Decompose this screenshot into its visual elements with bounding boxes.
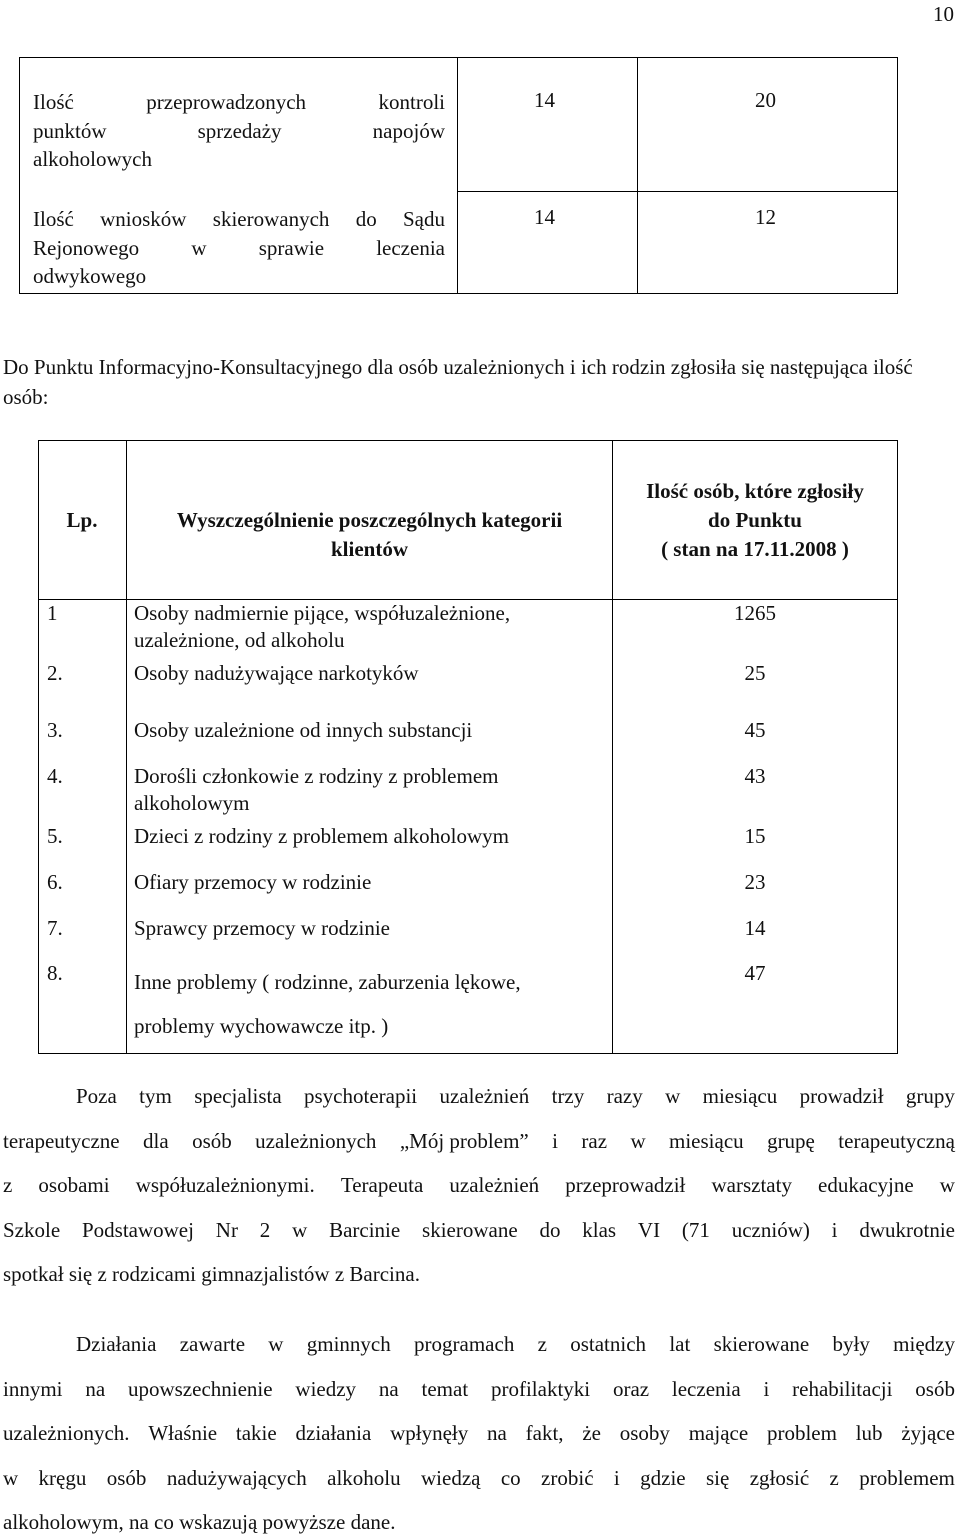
header-count-line: do Punktu xyxy=(708,508,802,532)
paragraph2-word: takie xyxy=(235,1421,277,1445)
table-border xyxy=(457,57,458,294)
paragraph2-word: zrobić xyxy=(541,1465,594,1490)
row-lp: 5. xyxy=(47,824,63,848)
paragraph2-word: co xyxy=(500,1465,521,1490)
row-category xyxy=(134,600,510,654)
paragraph2-word: problem xyxy=(766,1421,837,1445)
paragraph2-word: kręgu xyxy=(38,1465,87,1490)
paragraph1-line xyxy=(3,1129,955,1154)
paragraph2-word: rehabilitacji xyxy=(792,1376,893,1401)
paragraph2-word: innymi xyxy=(3,1376,63,1401)
paragraph2-word: gminnych xyxy=(306,1332,391,1356)
row-category-line: Dorośli członkowie z rodziny z problemem xyxy=(134,764,499,788)
table-border xyxy=(19,57,20,294)
paragraph2-word: alkoholu xyxy=(327,1465,401,1490)
row-category xyxy=(134,660,419,687)
paragraph2-word: w xyxy=(268,1332,284,1356)
paragraph1-word: psychoterapii xyxy=(304,1084,418,1108)
paragraph2-word: osób xyxy=(106,1465,147,1490)
table-border xyxy=(897,440,898,1054)
paragraph1-line xyxy=(3,1218,955,1243)
table-border xyxy=(19,293,898,294)
row-lp: 7. xyxy=(47,916,63,940)
paragraph1-word: edukacyjne xyxy=(818,1173,914,1197)
row-lp: 2. xyxy=(47,661,63,685)
paragraph1-word: (71 xyxy=(681,1217,710,1242)
paragraph2-word: programach xyxy=(414,1332,515,1356)
row-lp: 3. xyxy=(47,718,63,742)
paragraph1-word: i xyxy=(552,1128,558,1153)
paragraph1-word: warsztaty xyxy=(711,1173,792,1197)
paragraph1-word: przeprowadził xyxy=(565,1173,686,1197)
paragraph2-word: temat xyxy=(421,1376,469,1401)
paragraph2-word: z xyxy=(537,1332,547,1356)
paragraph1-word: do xyxy=(539,1217,561,1242)
row-label-word: Ilość xyxy=(33,90,74,114)
paragraph2-word: gdzie xyxy=(640,1465,686,1490)
paragraph2-word: zawarte xyxy=(179,1332,246,1356)
paragraph2-word: uzależnionych. xyxy=(3,1421,130,1445)
row-category-line: Dzieci z rodziny z problemem alkoholowym xyxy=(134,824,509,848)
row-category-line: Sprawcy przemocy w rodzinie xyxy=(134,916,390,940)
paragraph2-word: wiedzy xyxy=(295,1376,357,1401)
paragraph1-word: uzależnionych xyxy=(255,1128,377,1153)
paragraph2-word: wiedzą xyxy=(421,1465,481,1490)
row-category-line: alkoholowym xyxy=(134,791,250,815)
row-category xyxy=(134,915,390,942)
paragraph1-line xyxy=(76,1084,955,1109)
paragraph1-word: grupy xyxy=(905,1084,955,1108)
paragraph2-word: na xyxy=(378,1376,399,1401)
row-label xyxy=(33,88,445,174)
row-count: 43 xyxy=(744,764,766,788)
paragraph2-word: się xyxy=(705,1465,730,1490)
row-label-word: przeprowadzonych xyxy=(146,90,307,114)
paragraph1-word: osób xyxy=(192,1128,232,1153)
paragraph2-word: alkoholowym, na co wskazują powyższe dane. xyxy=(3,1510,396,1534)
paragraph1-word: 2 xyxy=(259,1217,271,1242)
paragraph1-word: razy xyxy=(606,1084,643,1108)
table-border xyxy=(38,1053,898,1054)
header-category xyxy=(127,506,612,564)
table-border xyxy=(19,57,898,58)
row-label-line xyxy=(33,145,445,174)
row-label-word: alkoholowych xyxy=(33,147,152,172)
paragraph1-word: uzależnień xyxy=(449,1173,540,1197)
paragraph2-word: lub xyxy=(855,1421,883,1445)
row-label-line xyxy=(33,234,445,263)
paragraph2-word: lat xyxy=(669,1332,691,1356)
paragraph1-word: współuzależnionymi. xyxy=(135,1173,315,1197)
paragraph1-word: uczniów) xyxy=(731,1217,810,1242)
paragraph2-word: że xyxy=(582,1421,601,1445)
paragraph2-word: z xyxy=(829,1465,839,1490)
paragraph1-word: Poza xyxy=(76,1084,117,1108)
paragraph2-word: osób xyxy=(915,1376,955,1401)
row-count: 45 xyxy=(744,718,766,742)
paragraph1-word: prowadził xyxy=(799,1084,884,1108)
header-count-line: ( stan na 17.11.2008 ) xyxy=(661,537,849,561)
row-count: 25 xyxy=(744,661,766,685)
row-label-word: skierowanych xyxy=(212,207,330,231)
paragraph2-word: ostatnich xyxy=(570,1332,647,1356)
row-label-word: w xyxy=(191,235,207,260)
row-lp: 6. xyxy=(47,870,63,894)
paragraph1-word: i xyxy=(831,1217,838,1242)
paragraph1-word: Szkole xyxy=(3,1217,61,1242)
header-count xyxy=(613,477,897,564)
row-count: 47 xyxy=(744,961,766,985)
paragraph2-word: Właśnie xyxy=(148,1421,218,1445)
paragraph1-word: VI xyxy=(637,1217,661,1242)
row-label-word: wniosków xyxy=(100,207,187,231)
table-border xyxy=(457,191,898,192)
row-category xyxy=(134,763,498,817)
count-2007: 14 xyxy=(534,205,555,229)
header-category-line: klientów xyxy=(330,537,408,561)
page-number: 10 xyxy=(933,2,954,26)
row-lp: 4. xyxy=(47,764,63,788)
paragraph2-word: problemem xyxy=(859,1465,955,1490)
count-2008: 12 xyxy=(755,205,776,229)
row-label-word: kontroli xyxy=(378,90,445,114)
paragraph2-word: skierowane xyxy=(713,1332,810,1356)
paragraph2-word: upowszechnienie xyxy=(127,1376,273,1401)
paragraph1-word: w xyxy=(630,1128,646,1153)
row-category xyxy=(134,823,509,850)
row-lp: 8. xyxy=(47,961,63,985)
row-count: 14 xyxy=(744,916,766,940)
paragraph1-word: uzależnień xyxy=(439,1084,530,1108)
paragraph2-word: i xyxy=(763,1376,770,1401)
paragraph1-word: klas xyxy=(582,1217,617,1242)
row-category-line: Osoby nadużywające narkotyków xyxy=(134,661,419,685)
row-category-line: Osoby uzależnione od innych substancji xyxy=(134,718,473,742)
row-label-line xyxy=(33,88,445,117)
paragraph2-word: i xyxy=(613,1465,620,1490)
table-border xyxy=(897,57,898,294)
paragraph1-word: Barcinie xyxy=(329,1217,401,1242)
row-label-line xyxy=(33,262,445,291)
paragraph1-word: raz xyxy=(581,1128,608,1153)
table-border xyxy=(637,57,638,294)
paragraph2-word: na xyxy=(487,1421,507,1445)
paragraph2-word: zgłosić xyxy=(749,1465,810,1490)
row-label-line xyxy=(33,117,445,146)
paragraph2-word: fakt, xyxy=(525,1421,564,1445)
paragraph2-word: wpłynęły xyxy=(390,1421,469,1445)
paragraph1-word: grupę xyxy=(767,1128,815,1153)
paragraph2-word: mające xyxy=(688,1421,749,1445)
row-category xyxy=(134,869,371,896)
paragraph1-word: miesiącu xyxy=(669,1128,744,1153)
row-category-line: uzależnione, od alkoholu xyxy=(134,628,345,652)
row-count: 23 xyxy=(744,870,766,894)
row-label-word: Rejonowego xyxy=(33,235,140,260)
row-label-word: Ilość xyxy=(33,207,74,231)
paragraph2-word: były xyxy=(832,1332,870,1356)
row-label xyxy=(33,205,445,291)
paragraph1-word: terapeutyczną xyxy=(838,1128,955,1153)
paragraph2-word: osoby xyxy=(619,1421,670,1445)
paragraph2-word: oraz xyxy=(612,1376,650,1401)
row-category-line: Osoby nadmiernie pijące, współuzależnione, xyxy=(134,601,511,625)
paragraph2-word: żyjące xyxy=(901,1421,955,1445)
row-label-word: leczenia xyxy=(376,235,445,260)
paragraph1-word: „Mój problem” xyxy=(399,1128,529,1153)
row-label-word: do xyxy=(355,207,377,231)
paragraph1-word: Podstawowej xyxy=(81,1217,194,1242)
paragraph1-word: tym xyxy=(139,1084,172,1108)
paragraph2-word: Działania xyxy=(76,1332,157,1356)
row-label-word: napojów xyxy=(372,118,445,143)
row-label-line xyxy=(33,205,445,234)
paragraph2-word: między xyxy=(893,1332,955,1356)
header-category-line: Wyszczególnienie poszczególnych kategorii xyxy=(176,508,563,532)
paragraph2-line xyxy=(3,1466,955,1491)
paragraph1-word: Terapeuta xyxy=(340,1173,424,1197)
paragraph1-line xyxy=(3,1173,955,1198)
header-count-line: Ilość osób, które zgłosiły xyxy=(646,479,864,503)
paragraph1-word: z xyxy=(3,1173,13,1197)
paragraph1-word: osobami xyxy=(38,1173,110,1197)
row-category-line: Ofiary przemocy w rodzinie xyxy=(134,870,372,894)
count-2008: 20 xyxy=(755,88,776,112)
paragraph1-word: trzy xyxy=(551,1084,585,1108)
paragraph2-line xyxy=(3,1377,955,1402)
row-label-word: punktów xyxy=(33,118,107,143)
row-label-word: odwykowego xyxy=(33,264,147,289)
paragraph2-word: w xyxy=(3,1465,19,1490)
paragraph2-word: nadużywających xyxy=(166,1465,307,1490)
paragraph1-word: terapeutyczne xyxy=(3,1128,120,1153)
paragraph2-line xyxy=(76,1332,955,1357)
paragraph2-word: działania xyxy=(295,1421,372,1445)
paragraph1-line xyxy=(3,1262,955,1287)
paragraph1-word: Nr xyxy=(215,1217,238,1242)
count-2007: 14 xyxy=(534,88,555,112)
row-lp: 1 xyxy=(47,601,58,625)
header-lp: Lp. xyxy=(66,508,98,532)
row-label-word: sprawie xyxy=(258,235,325,260)
paragraph1-word: miesiącu xyxy=(702,1084,778,1108)
row-count: 1265 xyxy=(734,601,776,625)
paragraph2-line xyxy=(3,1421,955,1446)
row-label-word: Sądu xyxy=(403,207,445,231)
paragraph2-word: profilaktyki xyxy=(490,1376,591,1401)
paragraph2-word: leczenia xyxy=(671,1376,741,1401)
paragraph1-word: spotkał się z rodzicami gimnazjalistów z Barcina. xyxy=(3,1262,420,1286)
row-category-line: problemy wychowawcze itp. ) xyxy=(134,1014,389,1038)
row-category xyxy=(134,717,472,744)
table-border xyxy=(38,440,898,441)
paragraph1-word: w xyxy=(665,1084,681,1108)
row-label-word: sprzedaży xyxy=(197,118,282,143)
paragraph1-word: w xyxy=(292,1217,308,1242)
paragraph1-word: dla xyxy=(143,1128,169,1153)
paragraph2-line xyxy=(3,1510,955,1535)
paragraph1-word: specjalista xyxy=(194,1084,282,1108)
paragraph1-word: w xyxy=(939,1173,955,1197)
paragraph1-word: dwukrotnie xyxy=(859,1217,955,1242)
intro-paragraph: Do Punktu Informacyjno-Konsultacyjnego dla osób uzależnionych i ich rodzin zgłosiła się następująca ilość osób: xyxy=(3,355,913,409)
paragraph2-word: na xyxy=(85,1376,106,1401)
paragraph1-word: skierowane xyxy=(422,1217,518,1242)
row-category xyxy=(134,960,521,1048)
row-count: 15 xyxy=(744,824,766,848)
row-category-line: Inne problemy ( rodzinne, zaburzenia lękowe, xyxy=(134,970,521,994)
